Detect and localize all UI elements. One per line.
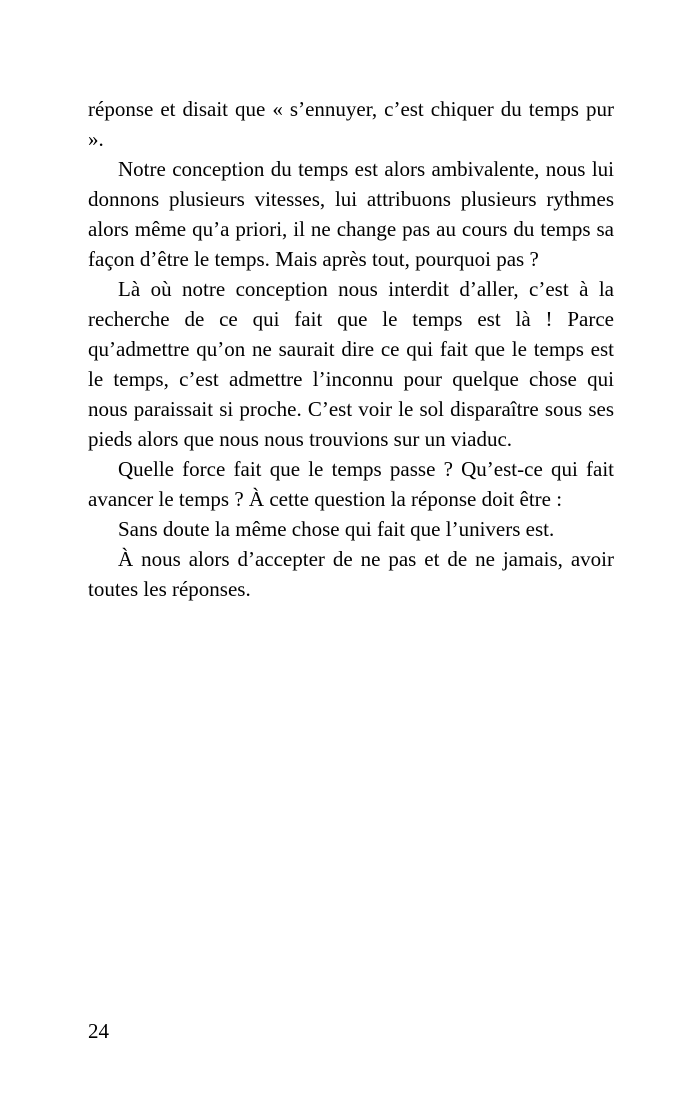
paragraph-question: Quelle force fait que le temps passe ? Qu’est-ce qui fait avancer le temps ? À cette question la réponse doit être : (88, 457, 614, 511)
page-body (88, 94, 614, 604)
paragraph-answer: Sans doute la même chose qui fait que l’univers est. (118, 517, 555, 541)
page-number: 24 (88, 1019, 109, 1043)
paragraph-time-conception: Notre conception du temps est alors ambivalente, nous lui donnons plusieurs vitesses, lui attribuons plusieurs rythmes alors même qu’a priori, il ne change pas au cours du temps sa façon d’être le temps. Mais après tout, pourquoi pas ? (88, 157, 614, 271)
paragraph-forbidden-search: Là où notre conception nous interdit d’aller, c’est à la recherche de ce qui fait que le temps est là ! Parce qu’admettre qu’on ne saurait dire ce qui fait que le temps est le temps, c’est admettre l’inconnu pour quelque chose qui nous paraissait si proche. C’est voir le sol disparaître sous ses pieds alors que nous nous trouvions sur un viaduc. (88, 277, 614, 451)
paragraph-conclusion: À nous alors d’accepter de ne pas et de ne jamais, avoir toutes les réponses. (88, 547, 614, 601)
paragraph-continued: réponse et disait que « s’ennuyer, c’est chiquer du temps pur ». (88, 97, 614, 151)
